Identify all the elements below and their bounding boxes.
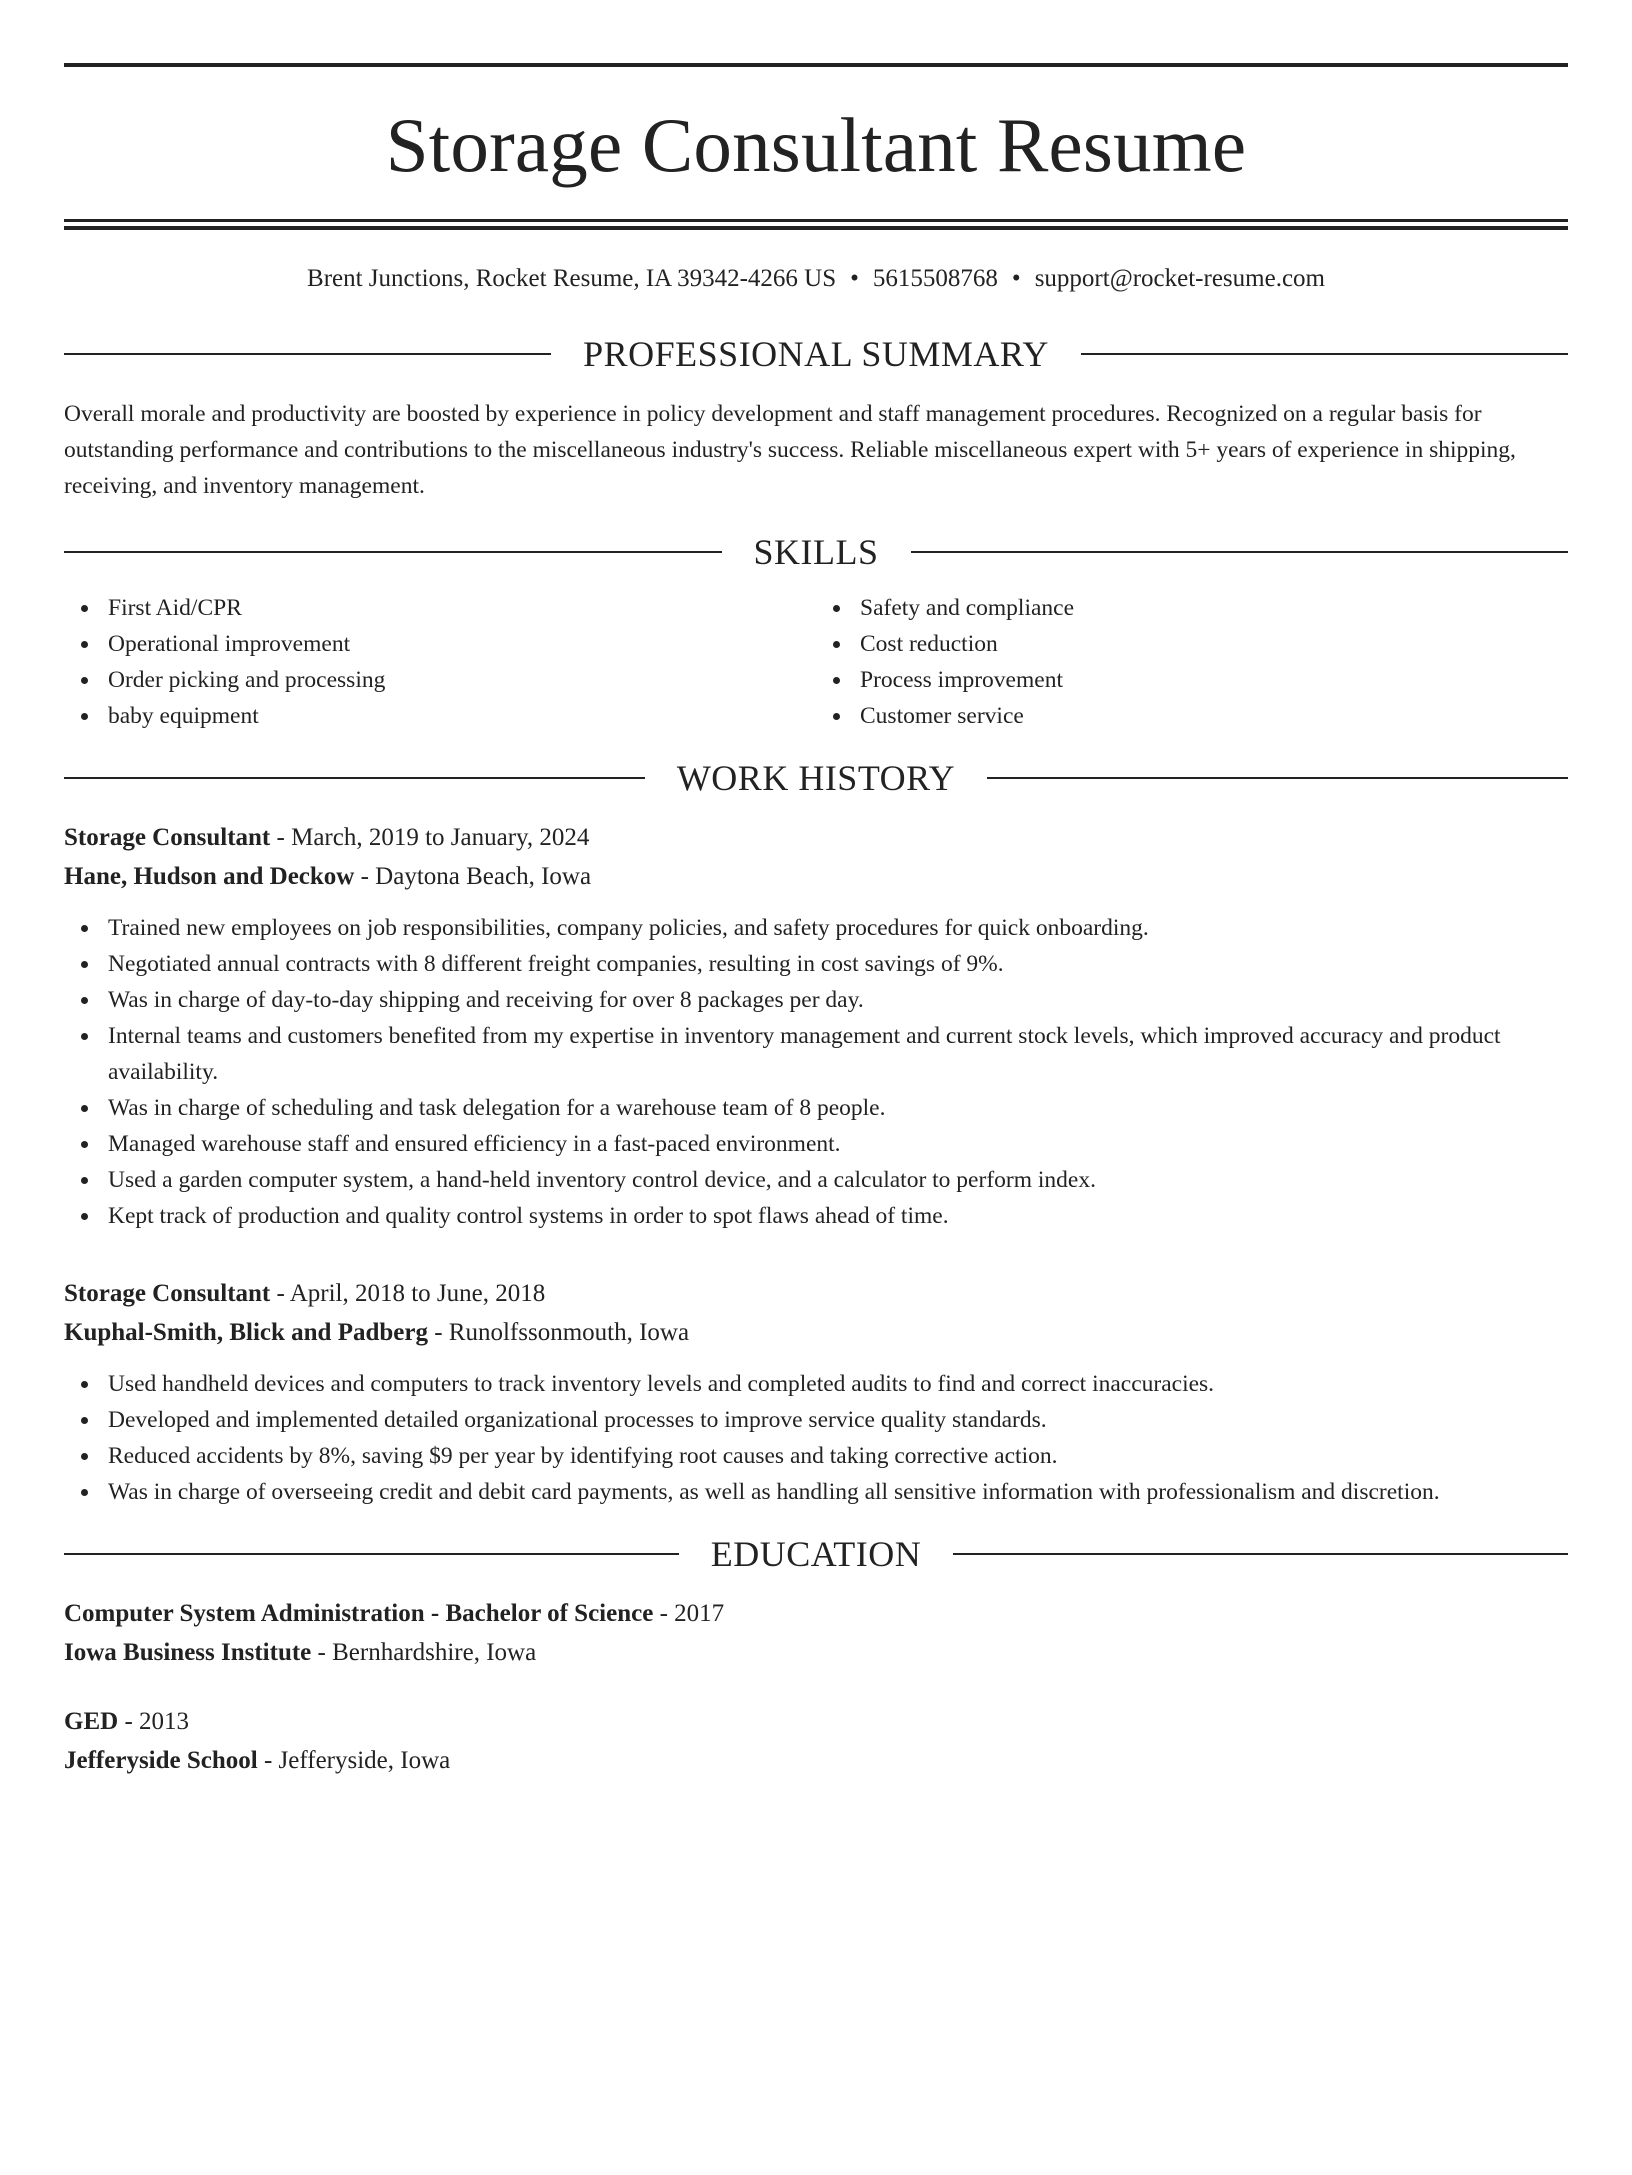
contact-email: support@rocket-resume.com — [1034, 265, 1325, 292]
job-bullets — [64, 1366, 1568, 1510]
education-school-line — [64, 1633, 1568, 1672]
top-rule — [64, 63, 1568, 67]
summary-text: Overall morale and productivity are boosted by experience in policy development and staff management procedures. Recognized on a regular basis for outstanding performance and contributions to the miscellaneous industry's success. Reliable miscellaneous expert with 5+ years of experience in shipping, receiving, and inventory management. — [64, 401, 1516, 499]
education-year: - 2017 — [653, 1600, 725, 1627]
skill-item: Cost reduction — [816, 626, 1568, 662]
job-dates: - March, 2019 to January, 2024 — [270, 824, 590, 851]
education-school-line — [64, 1741, 1568, 1780]
contact-separator: • — [850, 265, 859, 292]
skills-list — [64, 590, 1568, 734]
contact-line — [64, 264, 1568, 294]
job-bullet: Was in charge of day-to-day shipping and receiving for over 8 packages per day. — [64, 982, 1568, 1018]
divider-line — [987, 777, 1568, 779]
resume-title: Storage Consultant Resume — [385, 102, 1247, 188]
job-company: Kuphal-Smith, Blick and Padberg — [64, 1319, 428, 1346]
divider-line — [1081, 353, 1568, 355]
divider-line — [64, 353, 551, 355]
divider-line — [953, 1553, 1568, 1555]
job-bullet: Kept track of production and quality control systems in order to spot flaws ahead of time. — [64, 1198, 1568, 1234]
divider-line — [64, 551, 722, 553]
skills-column-left — [64, 590, 816, 734]
section-title: EDUCATION — [710, 1534, 922, 1574]
job-bullets — [64, 910, 1568, 1234]
job-dates: - April, 2018 to June, 2018 — [270, 1280, 546, 1307]
job-title: Storage Consultant — [64, 1280, 271, 1307]
section-heading-skills — [64, 532, 1568, 572]
contact-separator: • — [1011, 265, 1021, 292]
job-entry — [64, 1274, 1568, 1510]
job-bullet: Internal teams and customers benefited from my expertise in inventory management and current stock levels, which improved accuracy and product availability. — [64, 1018, 1568, 1090]
section-title: WORK HISTORY — [676, 758, 956, 798]
section-title: SKILLS — [753, 532, 879, 572]
section-heading-education — [64, 1534, 1568, 1574]
job-bullet: Trained new employees on job responsibilities, company policies, and safety procedures for quick onboarding. — [64, 910, 1568, 946]
education-entry — [64, 1594, 1568, 1672]
education-year: - 2013 — [118, 1708, 190, 1735]
skill-item: Order picking and processing — [64, 662, 816, 698]
skill-item: Customer service — [816, 698, 1568, 734]
section-heading-work — [64, 758, 1568, 798]
section-heading-summary — [64, 334, 1568, 374]
contact-address: Brent Junctions, Rocket Resume, IA 39342-4266 US — [307, 265, 837, 292]
education-degree: Computer System Administration - Bachelor of Science — [64, 1600, 654, 1627]
divider-line — [64, 777, 645, 779]
education-school: Jefferyside School — [64, 1747, 258, 1774]
skill-item: Safety and compliance — [816, 590, 1568, 626]
skill-item: Operational improvement — [64, 626, 816, 662]
contact-phone: 5615508768 — [872, 265, 998, 292]
job-title-line — [64, 818, 1568, 857]
education-location: - Jefferyside, Iowa — [257, 1747, 451, 1774]
education-degree: GED — [64, 1708, 119, 1735]
section-title: PROFESSIONAL SUMMARY — [583, 334, 1049, 374]
job-bullet: Was in charge of overseeing credit and debit card payments, as well as handling all sensitive information with professionalism and discretion. — [64, 1474, 1568, 1510]
resume-page — [0, 63, 1632, 2175]
skills-column-right — [816, 590, 1568, 734]
education-entry — [64, 1702, 1568, 1780]
education-degree-line — [64, 1594, 1568, 1633]
job-bullet: Reduced accidents by 8%, saving $9 per year by identifying root causes and taking corrective action. — [64, 1438, 1568, 1474]
job-title: Storage Consultant — [64, 824, 271, 851]
education-location: - Bernhardshire, Iowa — [311, 1639, 537, 1666]
job-entry — [64, 818, 1568, 1234]
education-school: Iowa Business Institute — [64, 1639, 312, 1666]
skill-item: Process improvement — [816, 662, 1568, 698]
job-location: - Daytona Beach, Iowa — [354, 863, 592, 890]
job-title-line — [64, 1274, 1568, 1313]
title-double-rule — [64, 219, 1568, 230]
divider-line — [64, 1553, 679, 1555]
education-degree-line — [64, 1702, 1568, 1741]
job-bullet: Was in charge of scheduling and task delegation for a warehouse team of 8 people. — [64, 1090, 1568, 1126]
job-company: Hane, Hudson and Deckow — [64, 863, 355, 890]
job-company-line — [64, 857, 1568, 896]
skill-item: First Aid/CPR — [64, 590, 816, 626]
job-bullet: Used a garden computer system, a hand-held inventory control device, and a calculator to perform index. — [64, 1162, 1568, 1198]
job-bullet: Used handheld devices and computers to track inventory levels and completed audits to find and correct inaccuracies. — [64, 1366, 1568, 1402]
job-bullet: Managed warehouse staff and ensured efficiency in a fast-paced environment. — [64, 1126, 1568, 1162]
job-company-line — [64, 1313, 1568, 1352]
job-bullet: Developed and implemented detailed organizational processes to improve service quality standards. — [64, 1402, 1568, 1438]
job-location: - Runolfssonmouth, Iowa — [427, 1319, 690, 1346]
divider-line — [911, 551, 1569, 553]
job-bullet: Negotiated annual contracts with 8 different freight companies, resulting in cost savings of 9%. — [64, 946, 1568, 982]
skill-item: baby equipment — [64, 698, 816, 734]
